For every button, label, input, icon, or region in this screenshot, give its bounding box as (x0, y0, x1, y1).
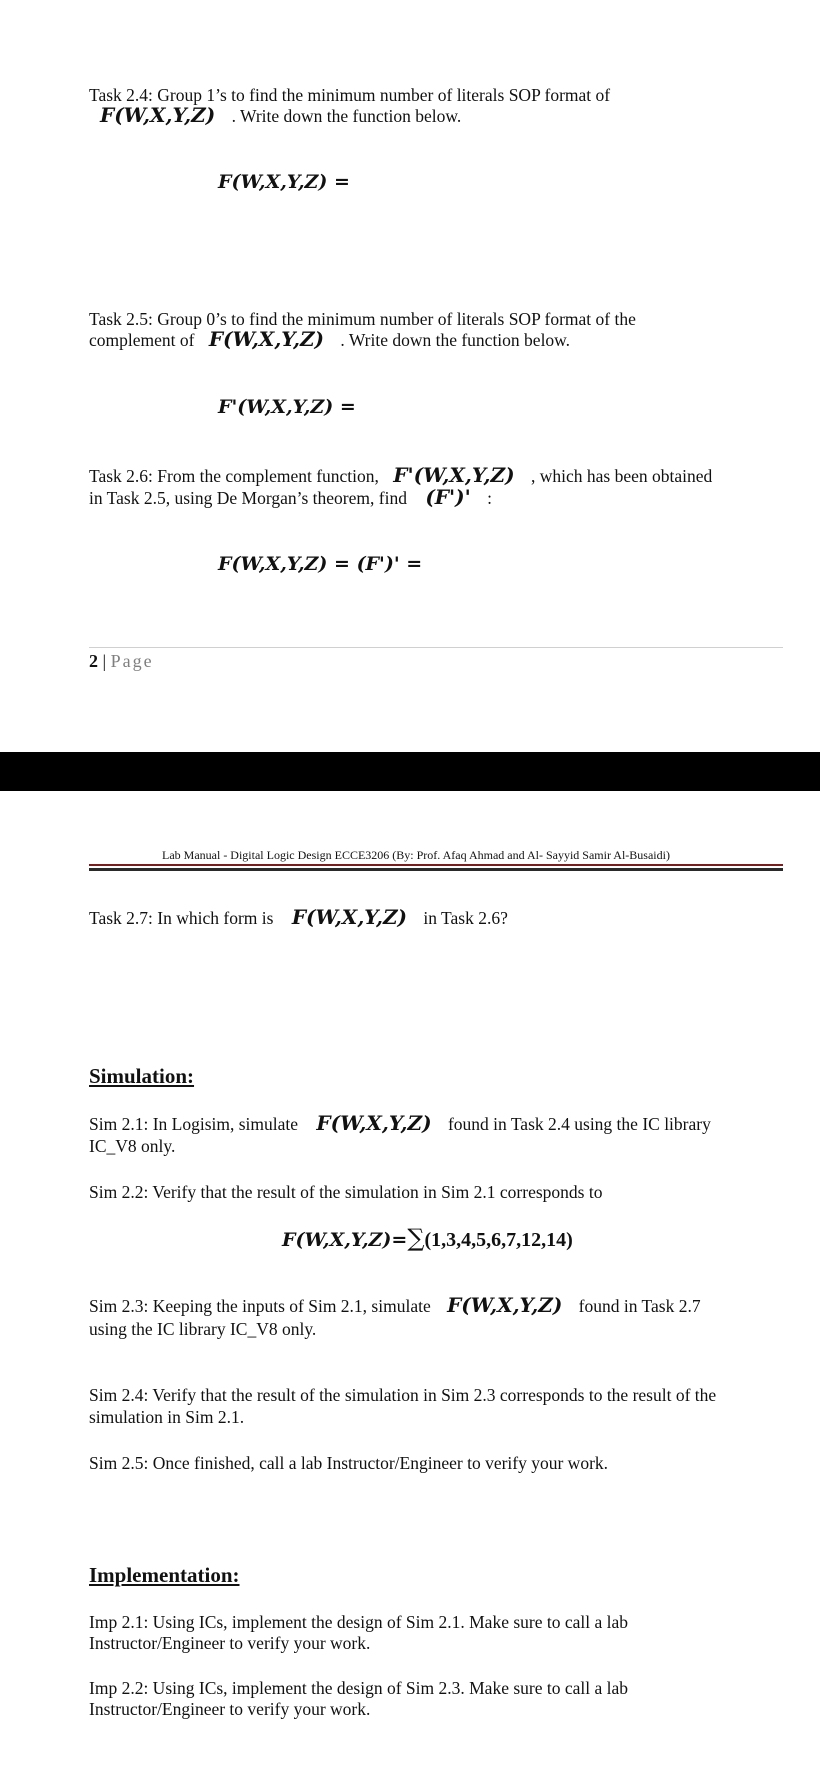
page-separator: | (102, 651, 107, 671)
task26-line2-before: in Task 2.5, using De Morgan’s theorem, find (89, 488, 407, 508)
sim22-eq-terms: (1,3,4,5,6,7,12,14) (424, 1229, 573, 1251)
task25-function: F(W,X,Y,Z) (208, 327, 325, 351)
running-header: Lab Manual - Digital Logic Design ECCE3206 (By: Prof. Afaq Ahmad and Al- Sayyid Samir Al-Busaidi) (162, 848, 670, 862)
task24-line2 (100, 104, 461, 127)
task25-line2-before: complement of (89, 330, 195, 350)
sim24-line2: simulation in Sim 2.1. (89, 1407, 245, 1427)
sim22-text: Sim 2.2: Verify that the result of the simulation in Sim 2.1 corresponds to (89, 1182, 603, 1202)
imp21-line1: Imp 2.1: Using ICs, implement the design of Sim 2.1. Make sure to call a lab (89, 1612, 629, 1632)
sim22-equation (282, 1224, 573, 1252)
task26-complement: (F')' (425, 485, 471, 509)
task26-equation: F(W,X,Y,Z) = (F')' = (218, 553, 423, 575)
sim21-before: Sim 2.1: In Logisim, simulate (89, 1114, 299, 1134)
sum-sigma-icon: ∑ (407, 1224, 425, 1252)
task24-function: F(W,X,Y,Z) (100, 103, 216, 127)
sim23-function: F(W,X,Y,Z) (447, 1293, 563, 1317)
task25-line2-after: . Write down the function below. (340, 330, 571, 350)
sim21-function: F(W,X,Y,Z) (316, 1111, 432, 1135)
page-footer (89, 651, 154, 672)
task24-equation: F(W,X,Y,Z) = (218, 171, 350, 193)
task27-after: in Task 2.6? (423, 908, 508, 928)
task27 (89, 906, 508, 929)
page-separator-bar (0, 752, 820, 791)
sim21-line2: IC_V8 only. (89, 1136, 176, 1156)
task25-line2 (89, 328, 570, 351)
sim21-line1 (89, 1112, 711, 1135)
sim21-after: found in Task 2.4 using the IC library (447, 1114, 711, 1134)
imp21-line2: Instructor/Engineer to verify your work. (89, 1633, 371, 1653)
task27-function: F(W,X,Y,Z) (291, 905, 408, 929)
task26-function: F'(W,X,Y,Z) (393, 463, 515, 487)
sim24-line1: Sim 2.4: Verify that the result of the simulation in Sim 2.3 corresponds to the result of the (89, 1385, 717, 1405)
page-label: Page (110, 651, 154, 671)
task26-line1 (89, 464, 712, 487)
task27-before: Task 2.7: In which form is (89, 908, 274, 928)
sim23-line1 (89, 1294, 701, 1317)
footer-divider (89, 647, 783, 648)
sim25-text: Sim 2.5: Once finished, call a lab Instructor/Engineer to verify your work. (89, 1453, 609, 1473)
implementation-heading: Implementation: (89, 1563, 240, 1587)
imp22-line2: Instructor/Engineer to verify your work. (89, 1699, 371, 1719)
task25-equation: F'(W,X,Y,Z) = (218, 396, 356, 418)
page-number: 2 (89, 651, 98, 671)
header-rule-top (89, 864, 783, 866)
task24-line1: Task 2.4: Group 1’s to find the minimum number of literals SOP format of (89, 85, 611, 105)
sim23-after: found in Task 2.7 (578, 1296, 701, 1316)
sim23-line2: using the IC library IC_V8 only. (89, 1319, 317, 1339)
task26-line1-before: Task 2.6: From the complement function, (89, 466, 379, 486)
simulation-heading: Simulation: (89, 1064, 195, 1088)
imp22-line1: Imp 2.2: Using ICs, implement the design of Sim 2.3. Make sure to call a lab (89, 1678, 629, 1698)
task25-line1: Task 2.5: Group 0’s to find the minimum number of literals SOP format of the (89, 309, 636, 329)
header-rule-bottom (89, 868, 783, 871)
sim23-before: Sim 2.3: Keeping the inputs of Sim 2.1, simulate (89, 1296, 431, 1316)
task26-line2-after: : (487, 488, 492, 508)
task26-line2 (89, 486, 492, 509)
task26-line1-after: , which has been obtained (530, 466, 713, 486)
sim22-eq-left: F(W,X,Y,Z)= (282, 1229, 408, 1251)
task24-line2-text: . Write down the function below. (231, 106, 462, 126)
